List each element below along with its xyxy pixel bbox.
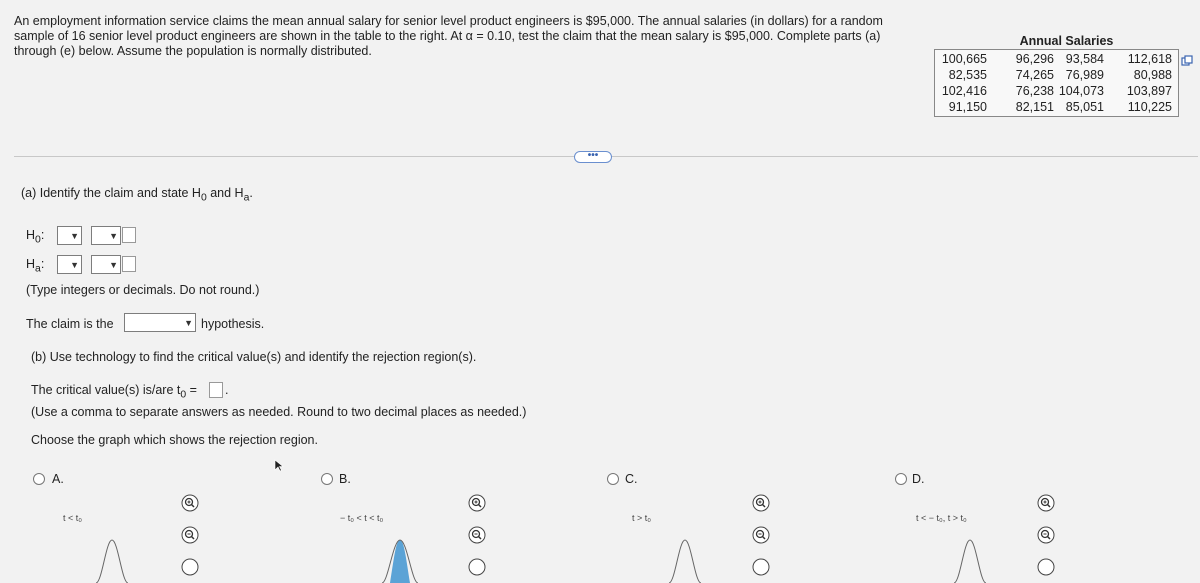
option-b-zoom-in-icon[interactable]	[468, 494, 486, 512]
expand-button[interactable]: •••	[574, 151, 612, 163]
salary-cell: 91,150	[948, 100, 987, 114]
problem-statement: An employment information service claims the mean annual salary for senior level product engineers is $95,000. The annual salaries (in dollars) for a random sample of 16 senior level product engineers are shown in the table to the right. At α = 0.10, test the claim that the mean salary is $95,000. Complete parts (a) through (e) below. Assume the population is normally distributed.	[14, 14, 883, 58]
part-a-prompt: (a) Identify the claim and state $H_0$ and $H_a$.	[21, 186, 253, 204]
salary-table-title: Annual Salaries	[1019, 34, 1114, 48]
option-d-reset-icon[interactable]	[1037, 558, 1055, 576]
option-d-letter: D.	[912, 472, 925, 486]
option-c-zoom-in-icon[interactable]	[752, 494, 770, 512]
option-a-reset-icon[interactable]	[181, 558, 199, 576]
option-c-radio[interactable]	[607, 473, 619, 485]
option-c-caption: t > t₀	[632, 513, 651, 523]
salary-cell: 74,265	[1015, 68, 1054, 82]
salary-cell: 82,535	[948, 68, 987, 82]
option-b-letter: B.	[339, 472, 351, 486]
h0-parameter-dropdown[interactable]: ▼	[57, 226, 82, 245]
claim-hypothesis-dropdown[interactable]: ▼	[124, 313, 196, 332]
option-c-letter: C.	[625, 472, 638, 486]
critical-value-label: The critical value(s) is/are $t_0$ =	[31, 383, 197, 401]
critical-value-end: .	[225, 383, 229, 397]
option-d-caption: t < − t₀, t > t₀	[916, 513, 967, 523]
salary-cell: 76,989	[1065, 68, 1104, 82]
salary-row	[937, 67, 1176, 83]
salary-cell: 96,296	[1015, 52, 1054, 66]
option-b-graph	[378, 530, 422, 583]
salary-cell: 80,988	[1133, 68, 1172, 82]
option-b-radio[interactable]	[321, 473, 333, 485]
ha-parameter-dropdown[interactable]: ▼	[57, 255, 82, 274]
salary-row	[937, 83, 1176, 99]
option-a-letter: A.	[52, 472, 64, 486]
option-c-graph	[665, 530, 705, 583]
option-d-zoom-out-icon[interactable]	[1037, 526, 1055, 544]
ha-relation-dropdown[interactable]: ▼	[91, 255, 121, 274]
salary-row	[937, 51, 1176, 67]
option-a-radio[interactable]	[33, 473, 45, 485]
salary-cell: 110,225	[1127, 100, 1172, 114]
salary-cell: 93,584	[1065, 52, 1104, 66]
option-a-caption: t < t₀	[63, 513, 82, 523]
option-d-radio[interactable]	[895, 473, 907, 485]
option-d-graph	[950, 530, 990, 583]
salary-row	[937, 99, 1176, 115]
salary-table	[934, 34, 1179, 117]
claim-prefix: The claim is the	[26, 317, 114, 331]
option-b-reset-icon[interactable]	[468, 558, 486, 576]
choose-graph-prompt: Choose the graph which shows the rejection region.	[31, 433, 318, 447]
option-c-reset-icon[interactable]	[752, 558, 770, 576]
option-a-graph	[92, 530, 132, 583]
part-b-instruction: (Use a comma to separate answers as needed. Round to two decimal places as needed.)	[31, 405, 527, 419]
h0-value-input[interactable]	[122, 227, 136, 243]
salary-cell: 82,151	[1015, 100, 1054, 114]
salary-cell: 85,051	[1065, 100, 1104, 114]
claim-suffix: hypothesis.	[201, 317, 265, 331]
mouse-cursor-icon	[274, 459, 284, 472]
salary-cell: 103,897	[1126, 84, 1172, 98]
critical-value-input[interactable]	[209, 382, 223, 398]
option-a-zoom-out-icon[interactable]	[181, 526, 199, 544]
option-c-zoom-out-icon[interactable]	[752, 526, 770, 544]
option-d-zoom-in-icon[interactable]	[1037, 494, 1055, 512]
ha-label: $H_a$:	[26, 257, 45, 275]
salary-cell: 112,618	[1127, 52, 1172, 66]
option-b-caption: − t₀ < t < t₀	[340, 513, 384, 523]
copy-icon[interactable]	[1181, 55, 1193, 67]
part-a-instruction: (Type integers or decimals. Do not round.)	[26, 283, 260, 297]
ha-value-input[interactable]	[122, 256, 136, 272]
part-b-prompt: (b) Use technology to find the critical value(s) and identify the rejection region(s).	[31, 350, 477, 364]
salary-cell: 76,238	[1015, 84, 1054, 98]
option-b-zoom-out-icon[interactable]	[468, 526, 486, 544]
h0-label: $H_0$:	[26, 228, 45, 246]
option-a-zoom-in-icon[interactable]	[181, 494, 199, 512]
salary-cell: 102,416	[941, 84, 987, 98]
salary-cell: 100,665	[941, 52, 987, 66]
h0-relation-dropdown[interactable]: ▼	[91, 226, 121, 245]
salary-cell: 104,073	[1058, 84, 1104, 98]
